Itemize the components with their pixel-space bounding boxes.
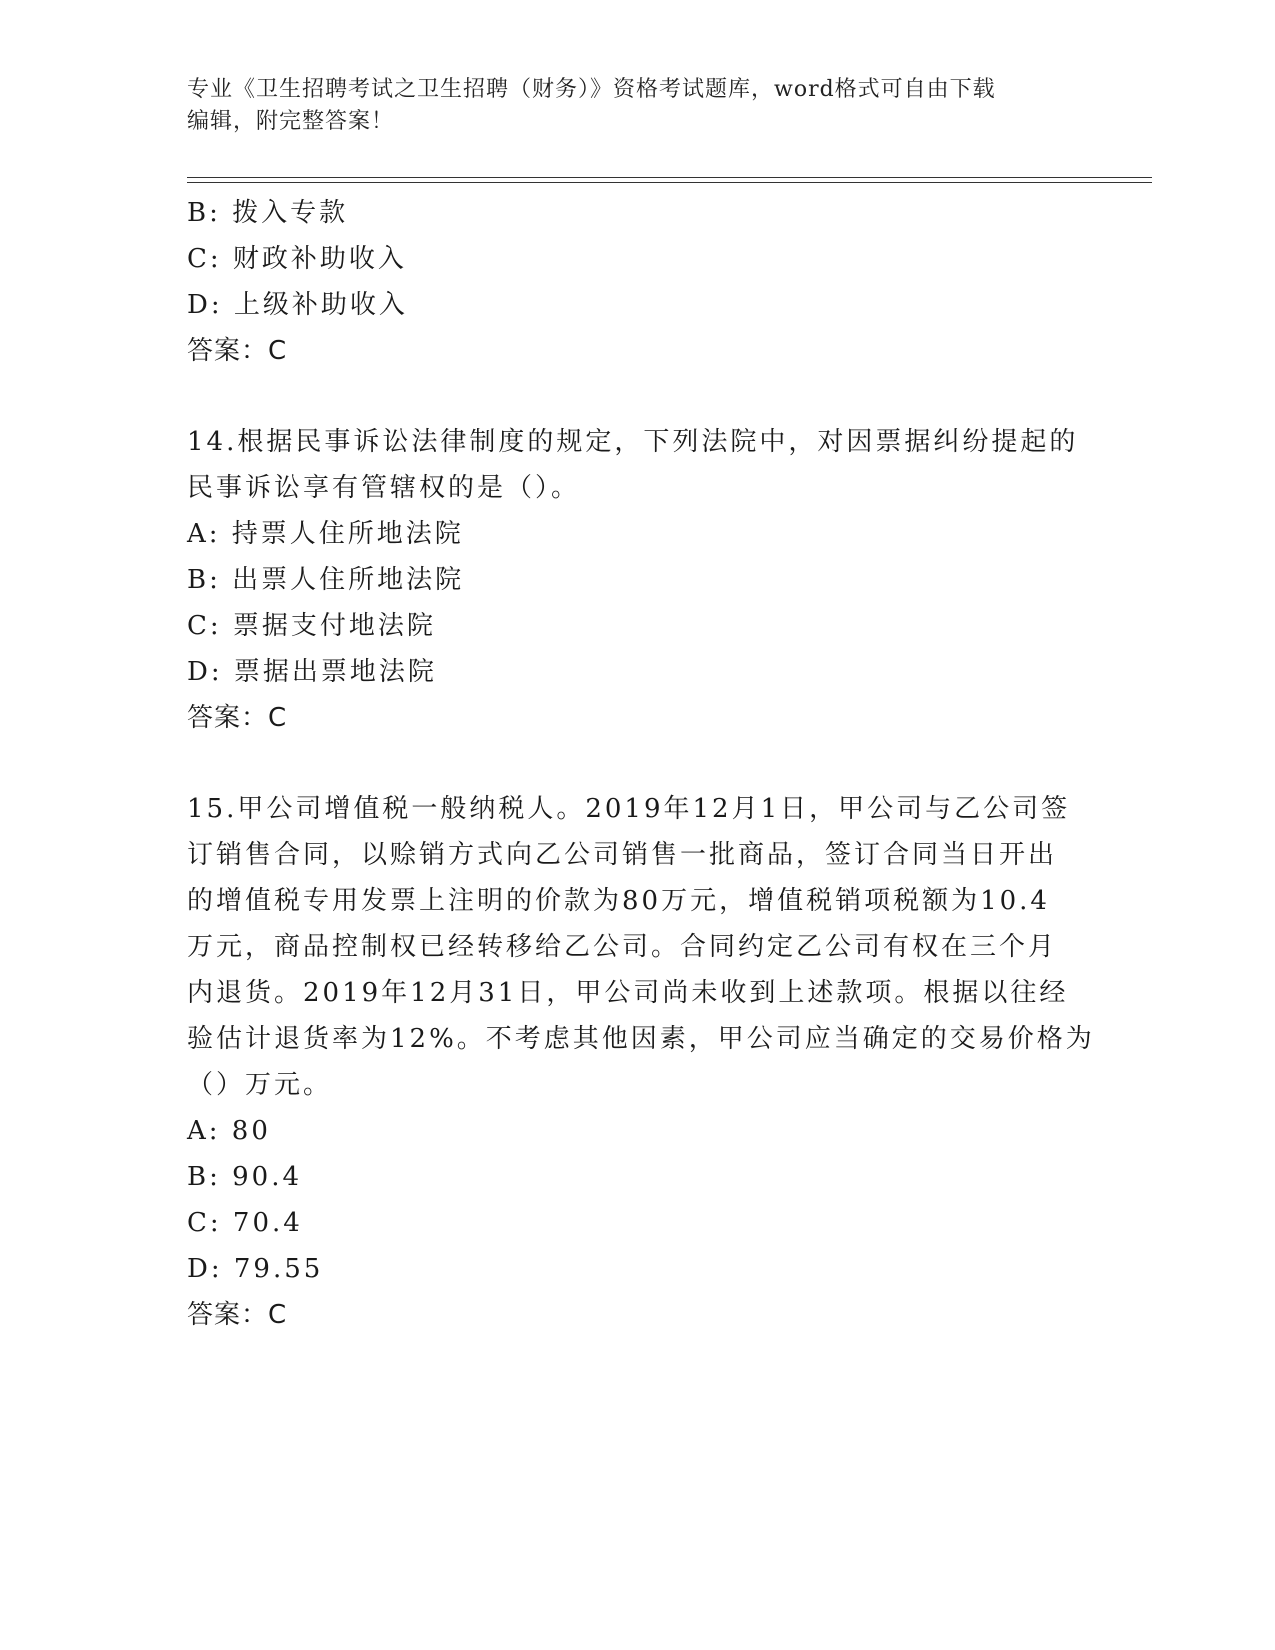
- question-text-line: （）万元。: [187, 1070, 333, 1100]
- question-text-line: 的增值税专用发票上注明的价款为80万元，增值税销项税额为10.4: [187, 886, 1050, 916]
- question-text-line: 订销售合同，以赊销方式向乙公司销售一批商品，签订合同当日开出: [187, 840, 1058, 870]
- question-15: [187, 786, 1095, 1338]
- header-line-1: 专业《卫生招聘考试之卫生招聘（财务）》资格考试题库，word格式可自由下载: [187, 77, 996, 102]
- option-b: B: 90.4: [187, 1162, 303, 1192]
- option-b: B: 拨入专款: [187, 198, 349, 228]
- option-d: D: 79.55: [187, 1254, 324, 1284]
- option-c: C: 财政补助收入: [187, 244, 407, 274]
- question-14: [187, 419, 1087, 741]
- answer-line: 答案：C: [187, 336, 288, 366]
- option-d: D: 票据出票地法院: [187, 657, 437, 687]
- question-text-line: 民事诉讼享有管辖权的是（）。: [187, 473, 581, 503]
- spacer: [187, 374, 1087, 419]
- document-header: [187, 74, 1067, 138]
- answer-line: 答案：C: [187, 1300, 288, 1330]
- question-text-line: 验估计退货率为12%。不考虑其他因素，甲公司应当确定的交易价格为: [187, 1024, 1095, 1054]
- header-divider-top: [187, 177, 1152, 178]
- option-d: D: 上级补助收入: [187, 290, 408, 320]
- option-a: A: 80: [187, 1116, 271, 1146]
- answer-line: 答案：C: [187, 703, 288, 733]
- option-c: C: 70.4: [187, 1208, 303, 1238]
- header-divider-bottom: [187, 182, 1152, 183]
- header-line-2: 编辑，附完整答案！: [187, 109, 395, 134]
- option-a: A: 持票人住所地法院: [187, 519, 464, 549]
- question-text-line: 14.根据民事诉讼法律制度的规定，下列法院中，对因票据纠纷提起的: [187, 427, 1079, 457]
- question-text-line: 内退货。2019年12月31日，甲公司尚未收到上述款项。根据以往经: [187, 978, 1069, 1008]
- option-b: B: 出票人住所地法院: [187, 565, 465, 595]
- question-text-line: 15.甲公司增值税一般纳税人。2019年12月1日，甲公司与乙公司签: [187, 794, 1071, 824]
- option-c: C: 票据支付地法院: [187, 611, 436, 641]
- prev-question: [187, 190, 1087, 374]
- question-text-line: 万元，商品控制权已经转移给乙公司。合同约定乙公司有权在三个月: [187, 932, 1058, 962]
- spacer: [187, 741, 1087, 786]
- document-body: [187, 190, 1095, 1338]
